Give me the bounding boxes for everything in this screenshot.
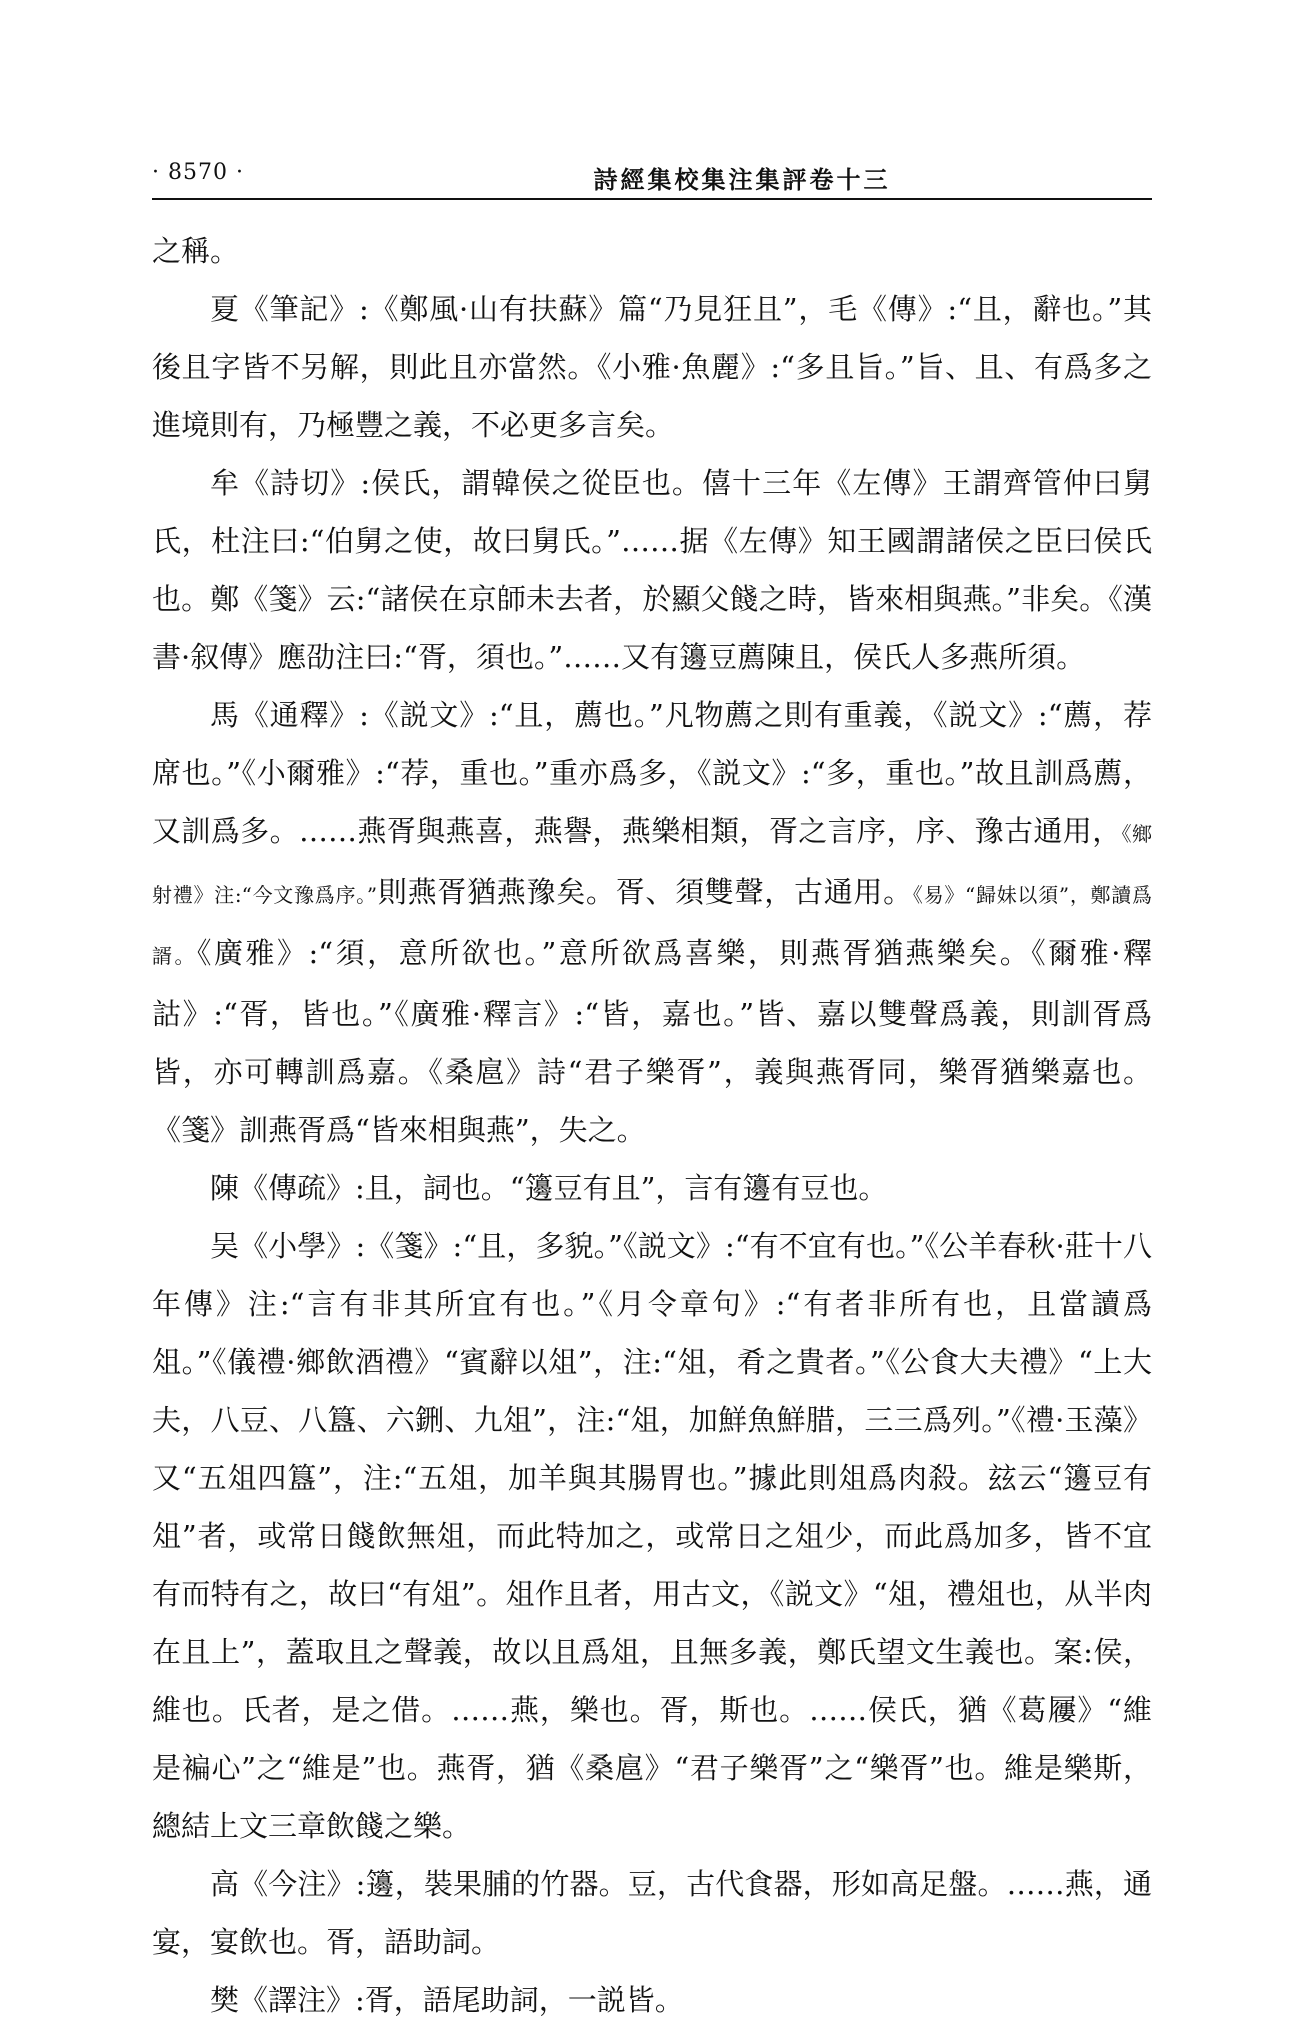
paragraph-wu-xiaoxue: 吴《小學》:《箋》:“且，多貌。”《説文》:“有不宜有也。”《公羊春秋·莊十八年傳》注:“言有非其所宜有也。”《月令章句》:“有者非所有也，且當讀爲俎。”《儀禮·鄉飲酒禮》“賓辭以俎”，注:“俎，肴之貴者。”《公食大夫禮》“上大夫，八豆、八簋、六鉶、九俎”，注:“俎，加鮮魚鮮腊，三三爲列。”《禮·玉藻》又“五俎四簋”，注:“五俎，加羊與其腸胃也。”據此則俎爲肉殺。玆云“籩豆有俎”者，或常日餞飲無俎，而此特加之，或常日之俎少，而此爲加多，皆不宜有而特有之，故曰“有俎”。俎作且者，用古文，《説文》“俎，禮俎也，从半肉在且上”，蓋取且之聲義，故以且爲俎，且無多義，鄭氏望文生義也。案:侯，維也。氏者，是之借。……燕，樂也。胥，斯也。……侯氏，猶《葛屨》“維是褊心”之“維是”也。燕胥，猶《桑扈》“君子樂胥”之“樂胥”也。維是樂斯，總結上文三章飲餞之樂。 [152,1229,1152,1843]
paragraph-continuation: 之稱。 [152,234,240,268]
page-header [152,160,1152,194]
page-number: · 8570 · [152,160,244,185]
running-title: 詩經集校集注集評卷十三 [593,165,891,194]
paragraph-xia-biji: 夏《筆記》:《鄭風·山有扶蘇》篇“乃見狂且”，毛《傳》:“且，辭也。”其後且字皆不另解，則此且亦當然。《小雅·魚麗》:“多且旨。”旨、且、有爲多之進境則有，乃極豐之義，不必更多言矣。 [152,292,1152,442]
paragraph-ma-tongshi [152,686,1152,1159]
ma-tongshi-text-3: 《廣雅》:“須，意所欲也。”意所欲爲喜樂，則燕胥猶燕樂矣。《爾雅·釋詁》:“胥，皆也。”《廣雅·釋言》:“皆，嘉也。”皆、嘉以雙聲爲義，則訓胥爲皆，亦可轉訓爲嘉。《桑扈》詩“君子樂胥”，義與燕胥同，樂胥猶樂嘉也。《箋》訓燕胥爲“皆來相與燕”，失之。 [152,936,1152,1147]
ma-tongshi-note-1: 《鄉射禮》注:“今文豫爲序。” [152,822,1152,907]
paragraph-fan-yizhu: 樊《譯注》:胥，語尾助詞，一説皆。 [210,1983,684,2017]
ma-tongshi-text-2: 則燕胥猶燕豫矣。胥、須雙聲，古通用。 [377,875,913,909]
header-rule [152,198,1152,200]
ma-tongshi-text-1: 馬《通釋》:《説文》:“且，薦也。”凡物薦之則有重義，《説文》:“薦，荐席也。”《小爾雅》:“荐，重也。”重亦爲多，《説文》:“多，重也。”故且訓爲薦，又訓爲多。……燕胥與燕喜，燕譽，燕樂相類，胥之言序，序、豫古通用， [152,698,1152,848]
paragraph-mou-shiqie: 牟《詩切》:侯氏，謂韓侯之從臣也。僖十三年《左傳》王謂齊管仲曰舅氏，杜注曰:“伯舅之使，故曰舅氏。”……据《左傳》知王國謂諸侯之臣曰侯氏也。鄭《箋》云:“諸侯在京師未去者，於顯父餞之時，皆來相與燕。”非矣。《漢書·叙傳》應劭注曰:“胥，須也。”……又有籩豆薦陳且，侯氏人多燕所須。 [152,466,1152,674]
ma-tongshi-note-2: 《易》“歸妹以須”，鄭讀爲諝。 [152,883,1152,968]
body-text [152,222,1152,2029]
paragraph-gao-jinzhu: 高《今注》:籩，裝果脯的竹器。豆，古代食器，形如高足盤。……燕，通宴，宴飲也。胥，語助詞。 [152,1867,1152,1959]
paragraph-chen-chuanshu: 陳《傳疏》:且，詞也。“籩豆有且”，言有籩有豆也。 [210,1171,888,1205]
